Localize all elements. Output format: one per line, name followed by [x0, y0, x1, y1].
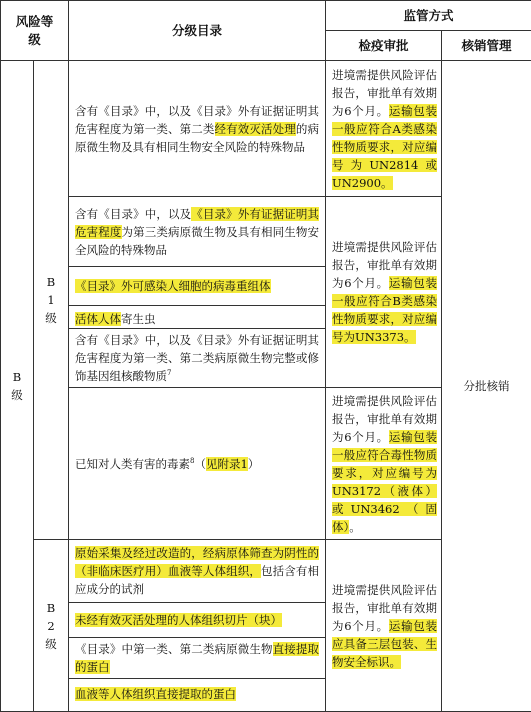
- inspection-cell-r3: [326, 388, 442, 540]
- inspection-highlight: 运输包装一般应符合毒性物质要求，对应编号为UN3172（液体）或UN3462（固体）: [332, 429, 438, 534]
- inspection-text: 。: [349, 519, 361, 534]
- category-cell-r2b: [69, 267, 326, 388]
- category-text: 含有《目录》中，以及: [75, 206, 192, 221]
- header-category: 分级目录: [69, 1, 326, 61]
- header-writeoff: 核销管理: [442, 31, 531, 61]
- inspection-text: 进境需提供风险评估报告，审批单有效期为6个月。: [332, 67, 438, 118]
- category-highlight: 血液等人体组织直接提取的蛋白: [75, 687, 237, 701]
- inspection-text: 进境需提供风险评估报告，审批单有效期为6个月。: [332, 240, 438, 290]
- category-highlight: 《目录》外有证据证明其危害程度: [75, 206, 320, 239]
- category-text: 含有《目录》中，以及《目录》外: [75, 333, 250, 347]
- category-cell-r4: [69, 540, 326, 712]
- writeoff-cell: [442, 61, 531, 712]
- level-b-label: B级: [11, 370, 23, 402]
- sub-b1-label: B1级: [45, 275, 57, 325]
- writeoff-text: 分批核销: [463, 379, 510, 393]
- category-virus-recombinant: [69, 267, 325, 306]
- category-nucleic-acid: [69, 329, 325, 387]
- category-text: 寄生虫: [121, 312, 156, 326]
- category-text: 已知对人类有害的毒素: [75, 456, 191, 471]
- category-text: ）: [247, 456, 260, 471]
- category-blood-protein: [69, 679, 325, 709]
- category-cell-r3: [69, 388, 326, 540]
- category-text: 为第三类病原微生物及具有相同生物安全风险的特殊物品: [75, 224, 320, 257]
- category-highlight: 活体人体: [75, 312, 122, 326]
- category-highlight: 见附录1: [205, 456, 248, 471]
- inspection-cell-r2: [326, 197, 442, 388]
- inspection-highlight: 运输包装一般应符合A类感染性物质要求，对应编号为UN2814或UN2900。: [332, 103, 438, 190]
- sub-b2-cell: [34, 540, 69, 712]
- inspection-cell-r1: [326, 61, 442, 197]
- inspection-highlight: 运输包装一般应符合B类感染性物质要求，对应编号为UN3373。: [332, 276, 438, 344]
- inspection-text: 进境需提供风险评估报告，审批单有效期为6个月。: [332, 393, 438, 444]
- category-text: 含有《目录》中，以及《目录》外有证据证明其危害程度为第一类、第二类: [75, 103, 320, 136]
- header-risk-level: 风险等级: [1, 1, 69, 61]
- inspection-cell-r4: [326, 540, 442, 712]
- header-regulation: 监管方式: [326, 1, 531, 31]
- category-parasite: [69, 306, 325, 329]
- category-text: 的病原微生物及具有相同生物安全风险的特殊物品: [75, 121, 320, 154]
- inspection-highlight: 运输包装应具备三层包装、生物安全标识。: [332, 618, 438, 669]
- category-cell-r1: [69, 61, 326, 197]
- category-highlight: 直接提取的蛋白: [75, 642, 320, 674]
- category-tissue-slice: [69, 603, 325, 638]
- category-text: 《目录》中第一类、第二类病原微生物: [75, 642, 273, 656]
- footnote-mark: 7: [167, 369, 172, 378]
- footnote-mark: 8: [190, 456, 195, 465]
- category-text: 包括含有相应成分的试剂: [75, 564, 320, 596]
- category-text: （: [194, 456, 206, 471]
- category-highlight: 未经有效灭活处理的人体组织切片（块）: [75, 613, 283, 627]
- level-b-cell: [1, 61, 34, 712]
- sub-b1-cell: [34, 61, 69, 540]
- category-blood-tissue: [69, 540, 325, 603]
- header-inspection: 检疫审批: [326, 31, 442, 61]
- sub-b2-label: B2级: [45, 600, 57, 651]
- category-text: 有证据证明其危害程度为第一类、第二类病原微生物完整或修饰基因组核酸物质: [75, 333, 320, 383]
- inspection-text: 进境需提供风险评估报告，审批单有效期为6个月。: [332, 582, 438, 633]
- category-extracted-protein: [69, 638, 325, 679]
- category-cell-r2a: [69, 197, 326, 267]
- category-highlight: 《目录》外可感染人细胞的病毒重组体: [75, 279, 271, 293]
- category-highlight: 经有效灭活处理: [214, 121, 296, 136]
- category-highlight: 原始采集及经过改造的，经病原体筛查为阴性的（非临床医疗用）血液等人体组织，: [75, 546, 320, 578]
